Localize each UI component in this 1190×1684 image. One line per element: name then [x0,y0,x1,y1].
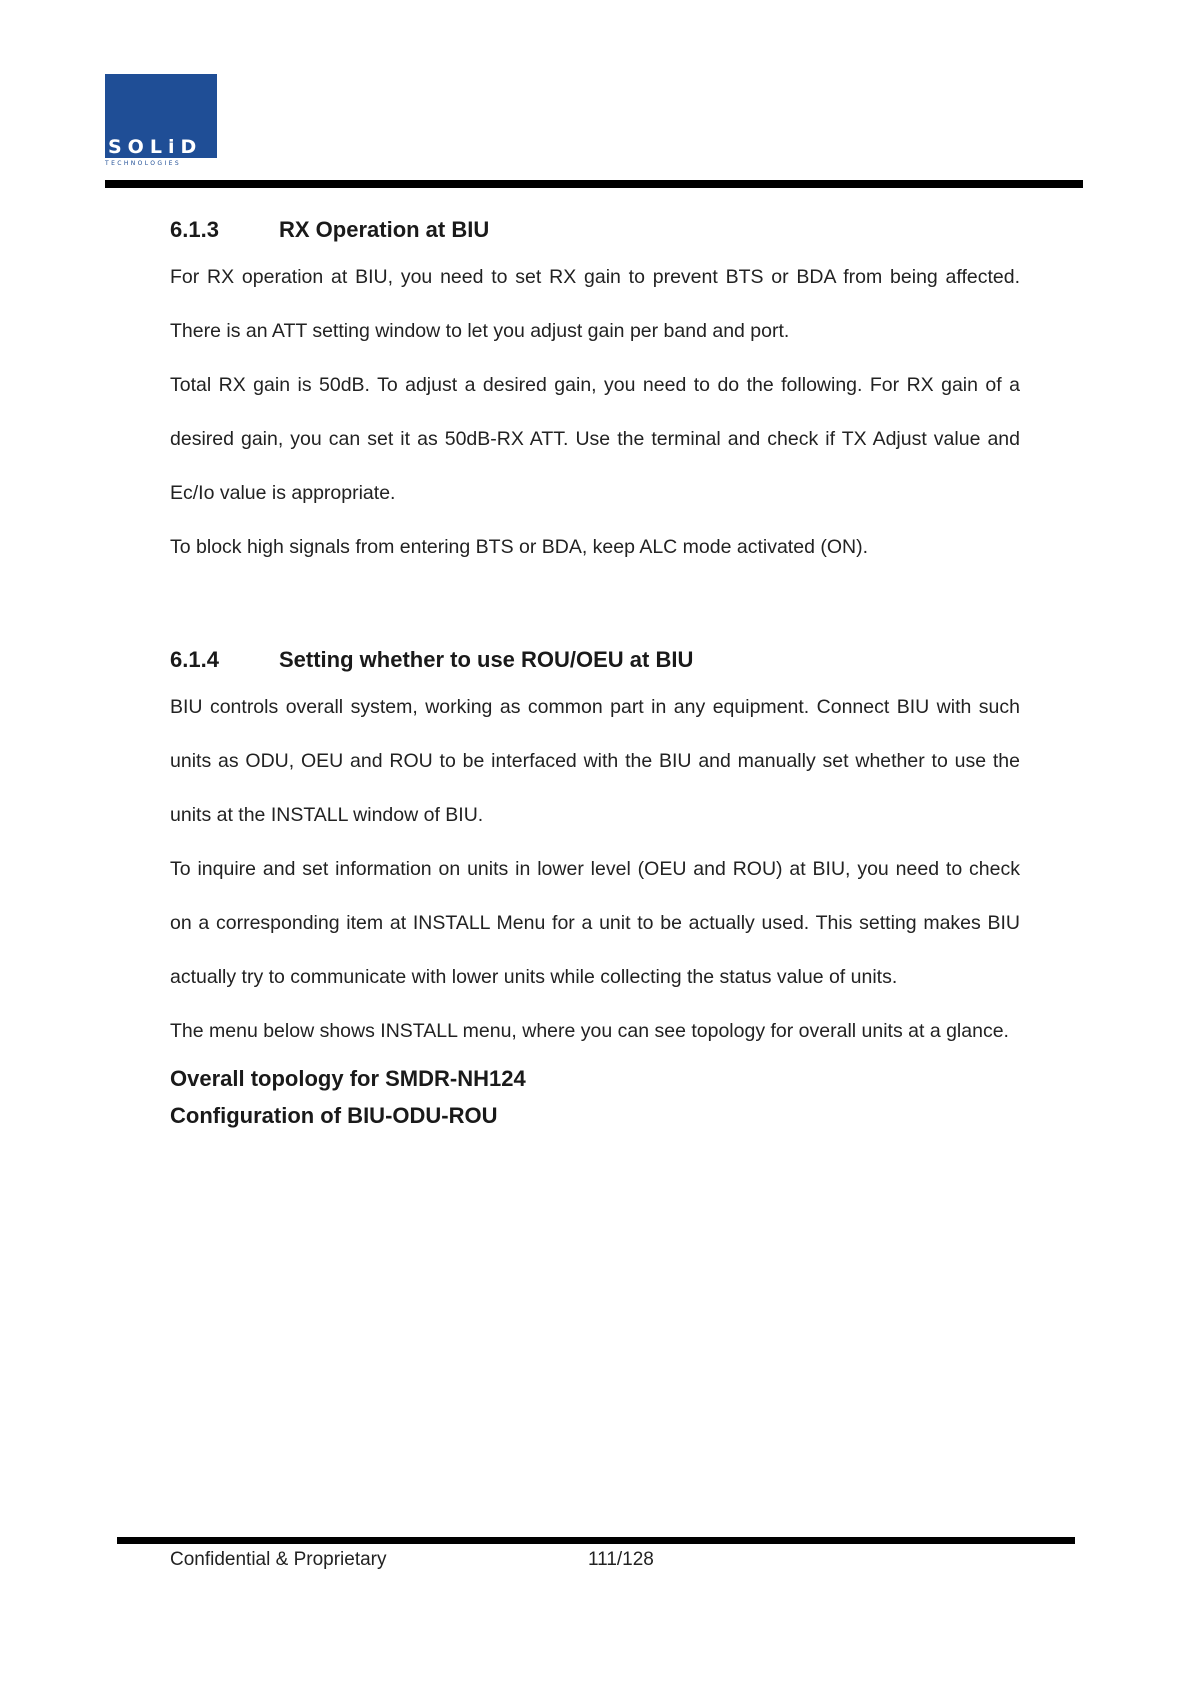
paragraph: The menu below shows INSTALL menu, where you can see topology for overall units at a glance. [170,1020,1009,1042]
paragraph: Total RX gain is 50dB. To adjust a desired gain, you need to do the following. For RX gain of a desired gain, you can set it as 50dB-RX ATT. Use the terminal and check if TX Adjust value and Ec/Io value is appropriate. [170,374,1020,504]
paragraph: BIU controls overall system, working as common part in any equipment. Connect BIU with such units as ODU, OEU and ROU to be interfaced with the BIU and manually set whether to use the units at the INSTALL window of BIU. [170,696,1020,826]
figure-captions [170,1060,1020,1134]
paragraph: To inquire and set information on units in lower level (OEU and ROU) at BIU, you need to check on a corresponding item at INSTALL Menu for a unit to be actually used. This setting makes BIU actually try to communicate with lower units while collecting the status value of units. [170,858,1020,988]
footer-rule [117,1537,1075,1544]
logo-block [105,74,217,136]
header-rule [105,180,1083,188]
page-number: 111/128 [588,1549,654,1570]
section-heading-6-1-4 [170,644,1020,676]
section-heading-6-1-3 [170,214,1020,246]
footer-confidential: Confidential & Proprietary [170,1549,387,1570]
logo-subtext: TECHNOLOGIES [105,160,182,167]
figure-caption-topology: Overall topology for SMDR-NH124 [170,1066,526,1091]
section-number: 6.1.4 [170,647,219,672]
section-number: 6.1.3 [170,217,219,242]
figure-caption-configuration: Configuration of BIU-ODU-ROU [170,1103,498,1128]
section-title: Setting whether to use ROU/OEU at BIU [279,647,694,672]
solid-logo [105,74,217,171]
paragraph: For RX operation at BIU, you need to set RX gain to prevent BTS or BDA from being affected. There is an ATT setting window to let you adjust gain per band and port. [170,266,1020,342]
section-title: RX Operation at BIU [279,217,490,242]
paragraph: To block high signals from entering BTS or BDA, keep ALC mode activated (ON). [170,536,868,558]
page-content [170,214,1020,1134]
logo-wordmark: SOLiD [105,136,217,158]
